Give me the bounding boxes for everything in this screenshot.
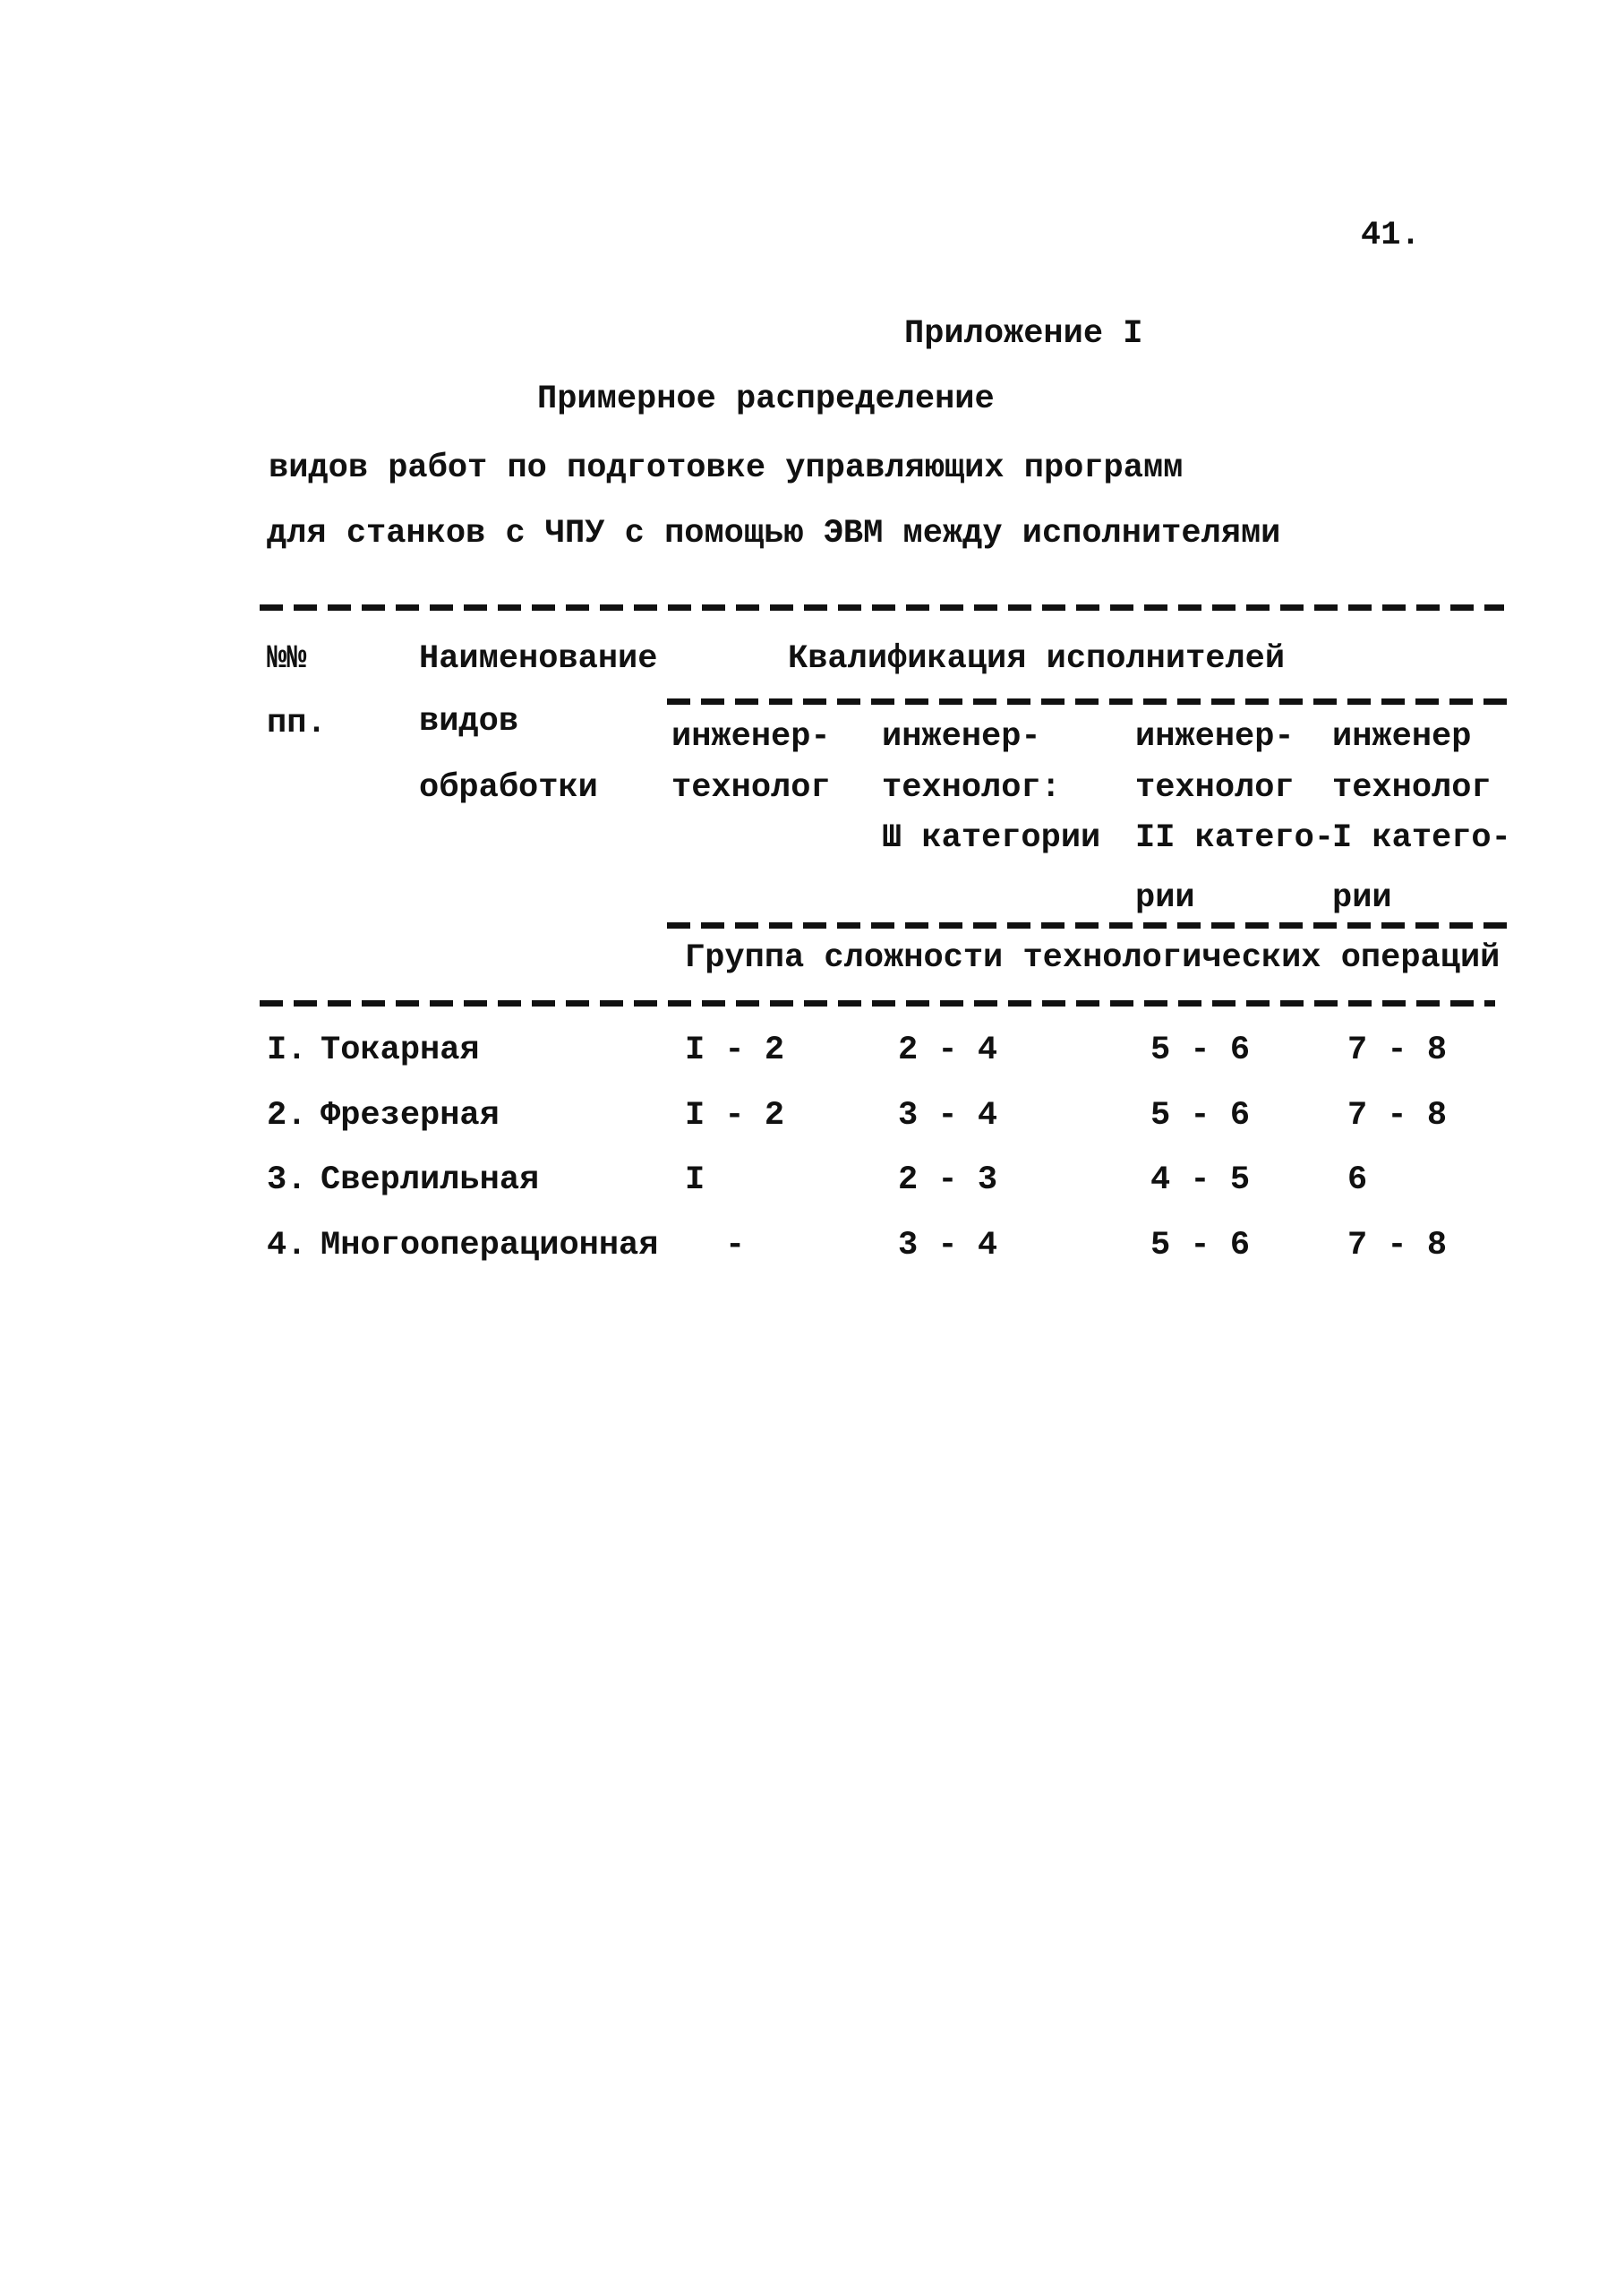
- header-text: I катего-: [1332, 819, 1511, 857]
- title-line: для станков с ЧПУ с помощью ЭВМ между исполнителями: [267, 515, 1281, 553]
- row-name: Многооперационная: [321, 1227, 659, 1264]
- row-value: -: [725, 1227, 746, 1264]
- row-number: 2.: [267, 1097, 307, 1135]
- header-text: технолог:: [882, 769, 1061, 807]
- page-number: 41.: [1361, 217, 1421, 254]
- header-text: Наименование: [419, 640, 658, 678]
- row-value: I - 2: [685, 1032, 785, 1069]
- row-value: 3 - 4: [898, 1227, 998, 1264]
- row-value: 6: [1347, 1161, 1368, 1199]
- title-line: видов работ по подготовке управляющих программ: [269, 450, 1184, 487]
- header-text: инженер-: [882, 718, 1041, 756]
- row-number: 3.: [267, 1161, 307, 1199]
- header-text: обработки: [419, 769, 598, 807]
- qualification-header: Квалификация исполнителей: [788, 640, 1286, 678]
- qualification-rule: [667, 698, 1509, 705]
- header-text: рии: [1135, 879, 1195, 917]
- row-value: 3 - 4: [898, 1097, 998, 1135]
- header-text: инженер-: [1135, 718, 1295, 756]
- header-text: технолог: [1135, 769, 1295, 807]
- row-value: 2 - 4: [898, 1032, 998, 1069]
- header-text: рии: [1332, 879, 1392, 917]
- row-value: 5 - 6: [1150, 1097, 1251, 1135]
- row-value: 4 - 5: [1150, 1161, 1251, 1199]
- row-value: 7 - 8: [1347, 1097, 1448, 1135]
- row-number: I.: [267, 1032, 307, 1069]
- header-bottom-rule: [260, 1000, 1495, 1007]
- executors-rule: [667, 922, 1509, 929]
- header-text: пп.: [267, 705, 327, 742]
- group-header: Группа сложности технологических операций: [685, 939, 1501, 977]
- header-text: №№: [267, 640, 307, 678]
- row-name: Фрезерная: [321, 1097, 500, 1135]
- row-value: I: [685, 1161, 705, 1199]
- row-value: 5 - 6: [1150, 1227, 1251, 1264]
- row-name: Сверлильная: [321, 1161, 540, 1199]
- header-text: технолог: [1332, 769, 1492, 807]
- title-line: Примерное распределение: [537, 381, 995, 418]
- row-value: 7 - 8: [1347, 1032, 1448, 1069]
- header-text: инженер: [1332, 718, 1472, 756]
- header-text: II катего-: [1135, 819, 1335, 857]
- row-number: 4.: [267, 1227, 307, 1264]
- header-text: технолог: [671, 769, 831, 807]
- row-value: 2 - 3: [898, 1161, 998, 1199]
- row-name: Токарная: [321, 1032, 480, 1069]
- row-value: I - 2: [685, 1097, 785, 1135]
- row-value: 5 - 6: [1150, 1032, 1251, 1069]
- header-text: видов: [419, 703, 519, 741]
- row-value: 7 - 8: [1347, 1227, 1448, 1264]
- header-text: Ш категории: [882, 819, 1101, 857]
- table-top-rule: [260, 604, 1504, 611]
- header-text: инженер-: [671, 718, 831, 756]
- appendix-label: Приложение I: [904, 315, 1143, 353]
